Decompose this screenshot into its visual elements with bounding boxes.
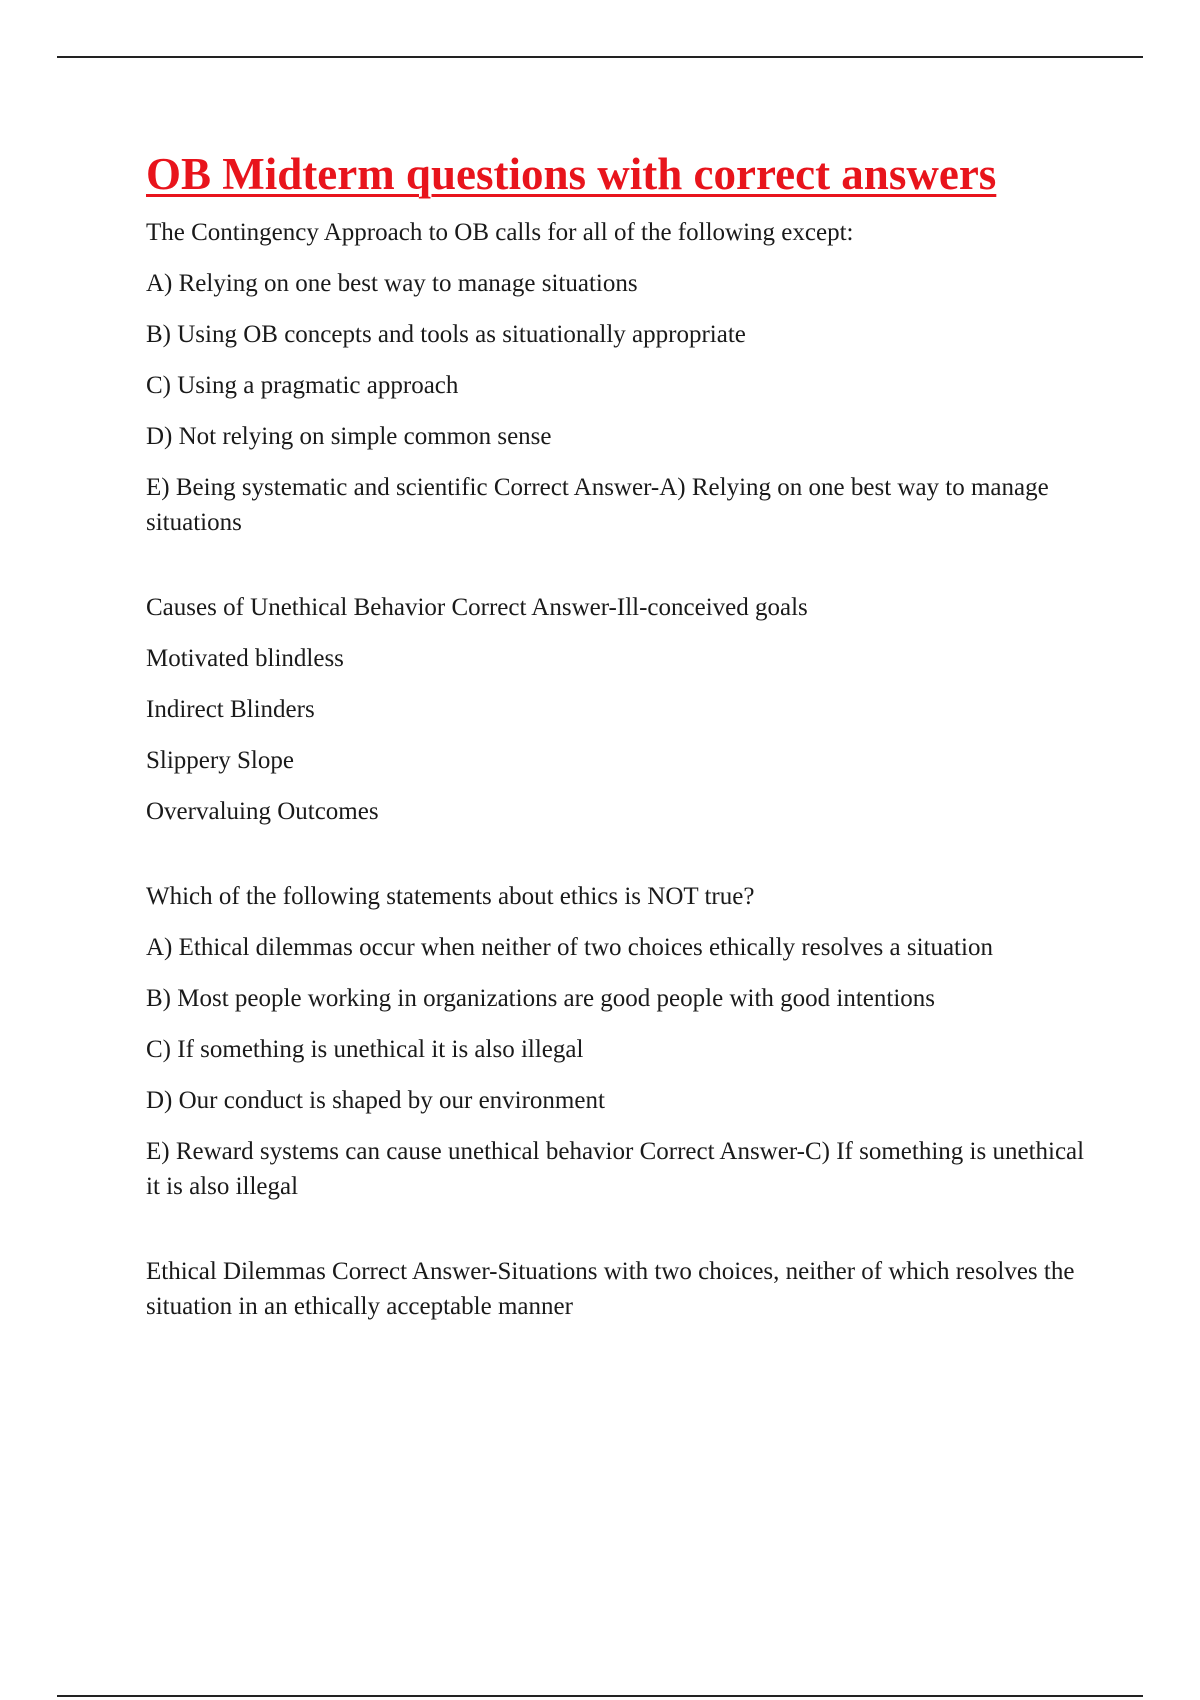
answer-option: C) Using a pragmatic approach [146, 372, 459, 399]
answer-option: B) Using OB concepts and tools as situationally appropriate [146, 321, 746, 348]
document-body [146, 148, 1086, 1324]
answer-option: D) Our conduct is shaped by our environment [146, 1087, 605, 1114]
footer-rule [57, 1695, 1143, 1697]
answer-option: C) If something is unethical it is also illegal [146, 1036, 584, 1063]
question-block-ethical-dilemmas [146, 1254, 1086, 1324]
answer-item: Overvaluing Outcomes [146, 798, 379, 825]
question-text: Which of the following statements about ethics is NOT true? [146, 883, 755, 910]
answer-item: Indirect Blinders [146, 696, 315, 723]
question-text: Causes of Unethical Behavior Correct Answer-Ill-conceived goals [146, 594, 808, 621]
answer-option: D) Not relying on simple common sense [146, 423, 552, 450]
document-title: OB Midterm questions with correct answers [146, 149, 997, 199]
question-block-unethical-behavior [146, 590, 1086, 829]
answer-option-with-correct-answer: E) Reward systems can cause unethical behavior Correct Answer-C) If something is unethical it is also illegal [146, 1138, 1085, 1200]
answer-option: A) Relying on one best way to manage situations [146, 270, 638, 297]
question-block-ethics-statements [146, 879, 1086, 1204]
answer-option-with-correct-answer: E) Being systematic and scientific Correct Answer-A) Relying on one best way to manage situations [146, 474, 1049, 536]
question-block-contingency [146, 215, 1086, 540]
answer-option: A) Ethical dilemmas occur when neither of two choices ethically resolves a situation [146, 934, 993, 961]
question-text: The Contingency Approach to OB calls for all of the following except: [146, 219, 854, 246]
answer-option: B) Most people working in organizations are good people with good intentions [146, 985, 936, 1012]
answer-item: Motivated blindless [146, 645, 344, 672]
header-rule [57, 56, 1143, 58]
answer-item: Slippery Slope [146, 747, 294, 774]
question-text-with-correct-answer: Ethical Dilemmas Correct Answer-Situations with two choices, neither of which resolves the situation in an ethically acceptable manner [146, 1258, 1075, 1320]
